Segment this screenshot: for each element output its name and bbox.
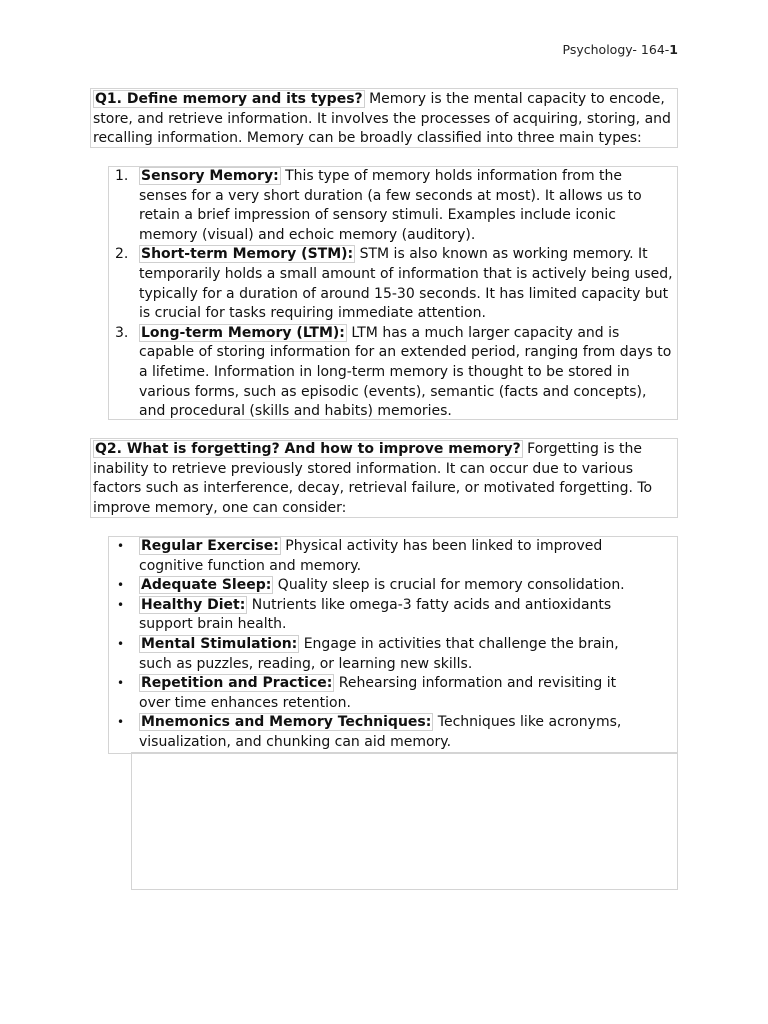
bullet-icon: • — [117, 676, 125, 691]
list-item-term: Healthy Diet: — [141, 596, 246, 613]
list-item — [109, 635, 677, 674]
list-item — [109, 324, 677, 422]
q1-answer: Memory is the mental capacity to encode, store, and retrieve information. It involves the processes of acquiring, storing, and recalling information. Memory can be broadly classified into three main types: — [93, 91, 671, 147]
memory-types-list-box — [108, 166, 678, 420]
memory-tips-list-box — [108, 536, 678, 754]
list-item-term: Adequate Sleep: — [141, 577, 272, 594]
list-item-text: LTM has a much larger capacity and is capable of storing information for an extended period, ranging from days to a lifetime. Information in long-term memory is thought to be stored in various forms, such as episodic (events), semantic (facts and concepts), and procedural (skills and habits) memories. — [139, 324, 672, 420]
list-item-text: This type of memory holds information from the senses for a very short duration (a few seconds at most). It allows us to retain a brief impression of sensory stimuli. Examples include iconic memory (visual) and echoic memory (auditory). — [139, 168, 642, 243]
list-item-text: Techniques like acronyms, visualization, and chunking can aid memory. — [139, 714, 622, 750]
memory-tips-list — [109, 537, 677, 753]
list-item — [109, 167, 677, 245]
list-item — [109, 596, 677, 635]
list-item-term: Mental Stimulation: — [141, 635, 298, 652]
list-item-term: Long-term Memory (LTM): — [141, 324, 345, 341]
list-item-term: Regular Exercise: — [141, 538, 279, 554]
bullet-icon: • — [117, 597, 125, 612]
header-text: Psychology- 164- — [562, 42, 670, 57]
q1-question: Q1. Define memory and its types? — [95, 91, 363, 107]
list-item-term: Mnemonics and Memory Techniques: — [141, 714, 432, 731]
q2-answer: Forgetting is the inability to retrieve previously stored information. It can occur due to various factors such as interference, decay, retrieval failure, or motivated forgetting. To improve memory, one can consider: — [93, 441, 653, 516]
list-item-text: Nutrients like omega-3 fatty acids and antioxidants support brain health. — [139, 596, 612, 633]
page-number: 1 — [669, 42, 678, 57]
list-item — [109, 674, 677, 713]
bullet-icon: • — [117, 715, 125, 730]
bullet-icon: • — [117, 578, 125, 593]
list-item-text: Rehearsing information and revisiting it over time enhances retention. — [139, 675, 617, 711]
list-item — [109, 576, 677, 596]
q1-paragraph — [93, 90, 675, 149]
list-number: 2. — [115, 246, 129, 263]
list-item-text: Engage in activities that challenge the brain, such as puzzles, reading, or learning new skills. — [139, 635, 619, 672]
list-item — [109, 713, 677, 752]
q2-paragraph — [93, 440, 675, 518]
list-item-text: Quality sleep is crucial for memory consolidation. — [273, 577, 625, 594]
list-item-term: Short-term Memory (STM): — [141, 246, 354, 263]
list-item-text: STM is also known as working memory. It temporarily holds a small amount of information that is actively being used, typically for a duration of around 15-30 seconds. It has limited capacity but is crucial for tasks requiring immediate attention. — [139, 246, 673, 322]
list-item-term: Sensory Memory: — [141, 168, 279, 184]
bullet-icon: • — [117, 539, 125, 553]
bullet-icon: • — [117, 636, 125, 651]
empty-text-frame — [131, 752, 678, 890]
memory-types-list — [109, 167, 677, 422]
list-number: 1. — [115, 168, 129, 184]
list-item-text: Physical activity has been linked to improved cognitive function and memory. — [139, 538, 603, 574]
list-item — [109, 245, 677, 323]
page-header — [563, 42, 678, 57]
list-number: 3. — [115, 324, 129, 341]
list-item — [109, 537, 677, 576]
q2-question: Q2. What is forgetting? And how to improve memory? — [95, 441, 521, 457]
q2-section — [90, 438, 678, 518]
q1-section — [90, 88, 678, 148]
list-item-term: Repetition and Practice: — [141, 675, 333, 692]
